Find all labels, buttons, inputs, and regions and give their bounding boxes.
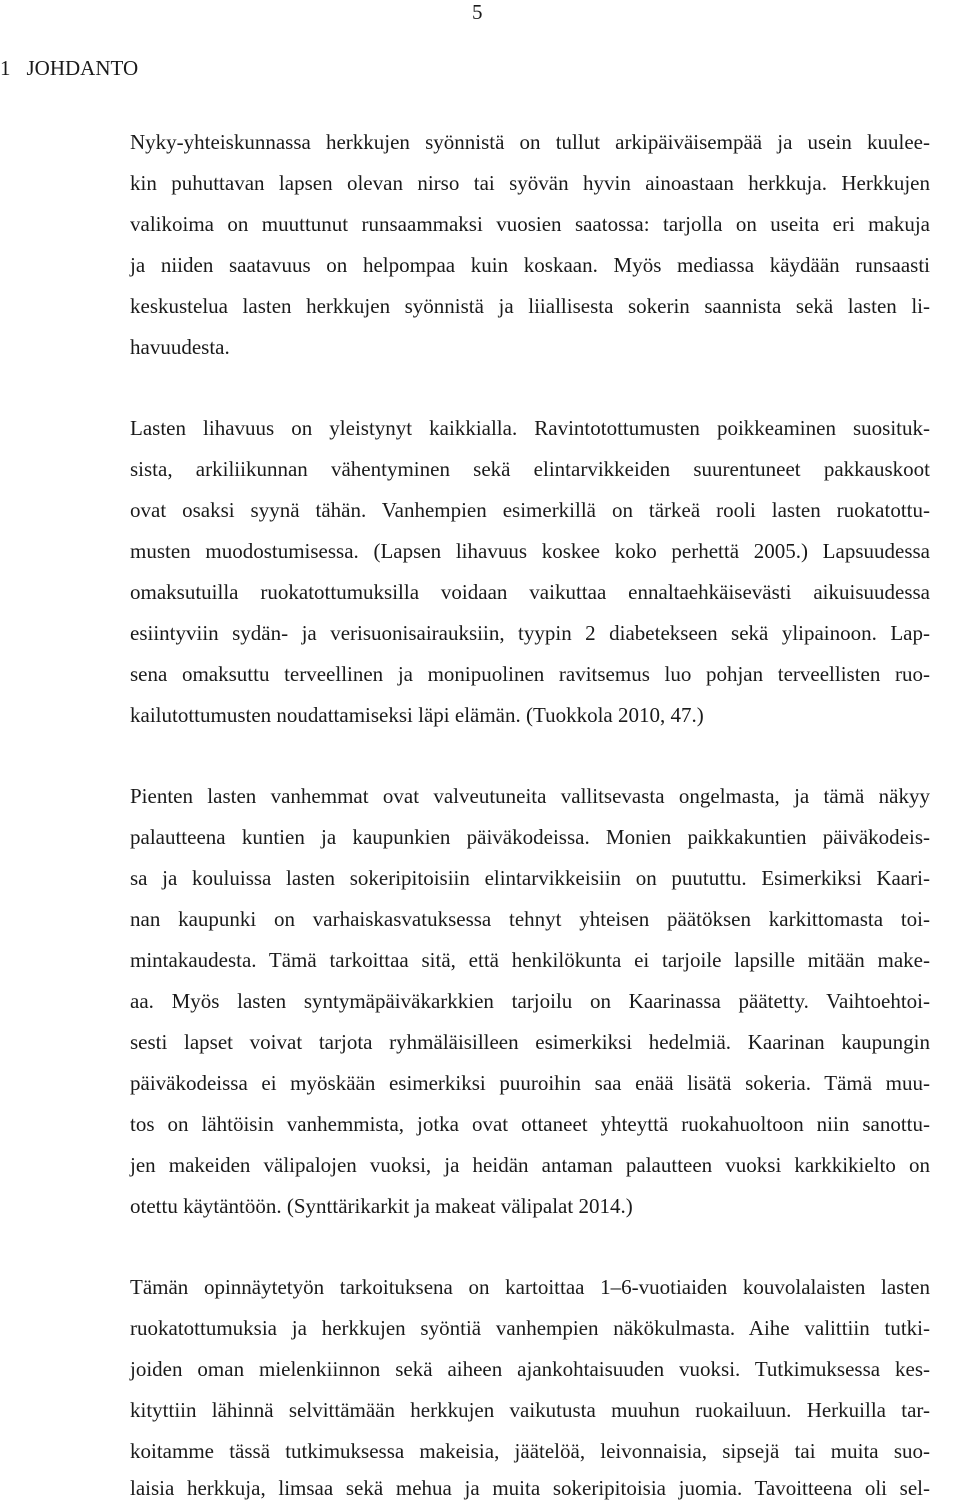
- page-number: 5: [472, 0, 483, 24]
- text-line: sena omaksuttu terveellinen ja monipuolinen ravitsemus luo pohjan terveellisten ruo-: [130, 662, 930, 686]
- text-line: palautteena kuntien ja kaupunkien päiväkodeissa. Monien paikkakuntien päiväkodeis-: [130, 825, 930, 849]
- text-line: omaksutuilla ruokatottumuksilla voidaan vaikuttaa ennaltaehkäisevästi aikuisuudessa: [130, 580, 930, 604]
- text-line: keskustelua lasten herkkujen syönnistä ja liiallisesta sokerin saannista sekä lasten li-: [130, 294, 930, 318]
- text-line: havuudesta.: [130, 335, 230, 359]
- text-line: koitamme tässä tutkimuksessa makeisia, jäätelöä, leivonnaisia, sipsejä tai muita suo-: [130, 1439, 930, 1463]
- heading-number: 1: [0, 56, 11, 80]
- text-line: Lasten lihavuus on yleistynyt kaikkialla. Ravintotottumusten poikkeaminen suosituk-: [130, 416, 930, 440]
- text-line: esiintyviin sydän- ja verisuonisairauksiin, tyypin 2 diabetekseen sekä ylipainoon. Lap-: [130, 621, 930, 645]
- text-line: tos on lähtöisin vanhemmista, jotka ovat ottaneet yhteyttä ruokahuoltoon niin sanottu-: [130, 1112, 930, 1136]
- text-line: kailutottumusten noudattamiseksi läpi elämän. (Tuokkola 2010, 47.): [130, 703, 704, 727]
- text-line: nan kaupunki on varhaiskasvatuksessa tehnyt yhteisen päätöksen karkittomasta toi-: [130, 907, 930, 931]
- text-line: Pienten lasten vanhemmat ovat valveutuneita vallitsevasta ongelmasta, ja tämä näkyy: [130, 784, 930, 808]
- text-line: päiväkodeissa ei myöskään esimerkiksi puuroihin saa enää lisätä sokeria. Tämä muu-: [130, 1071, 930, 1095]
- text-line: sista, arkiliikunnan vähentyminen sekä elintarvikkeiden suurentuneet pakkauskoot: [130, 457, 930, 481]
- section-heading: [0, 48, 138, 88]
- text-line: aa. Myös lasten syntymäpäiväkarkkien tarjoilu on Kaarinassa päätetty. Vaihtoehtoi-: [130, 989, 930, 1013]
- text-line: kityttiin lähinnä selvittämään herkkujen vaikutusta muuhun ruokailuun. Herkuilla tar-: [130, 1398, 930, 1422]
- text-line: ovat osaksi syynä tähän. Vanhempien esimerkillä on tärkeä rooli lasten ruokatottu-: [130, 498, 930, 522]
- text-line: sesti lapset voivat tarjota ryhmäläisilleen esimerkiksi hedelmiä. Kaarinan kaupungin: [130, 1030, 930, 1054]
- text-line: sa ja kouluissa lasten sokeripitoisiin elintarvikkeisiin on puututtu. Esimerkiksi Kaari-: [130, 866, 930, 890]
- text-line: jen makeiden välipalojen vuoksi, ja heidän antaman palautteen vuoksi karkkikielto on: [130, 1153, 930, 1177]
- text-line: Nyky-yhteiskunnassa herkkujen syönnistä on tullut arkipäiväisempää ja usein kuulee-: [130, 130, 930, 154]
- text-line: valikoima on muuttunut runsaammaksi vuosien saatossa: tarjolla on useita eri makuja: [130, 212, 930, 236]
- text-line: ja niiden saatavuus on helpompaa kuin koskaan. Myös mediassa käydään runsaasti: [130, 253, 930, 277]
- text-line: laisia herkkuja, limsaa sekä mehua ja muita sokeripitoisia juomia. Tavoitteena oli sel-: [130, 1476, 930, 1500]
- text-line: otettu käytäntöön. (Synttärikarkit ja makeat välipalat 2014.): [130, 1194, 633, 1218]
- text-line: ruokatottumuksia ja herkkujen syöntiä vanhempien näkökulmasta. Aihe valittiin tutki-: [130, 1316, 930, 1340]
- text-line: mintakaudesta. Tämä tarkoittaa sitä, että henkilökunta ei tarjoile lapsille mitään make-: [130, 948, 930, 972]
- text-line: joiden oman mielenkiinnon sekä aiheen ajankohtaisuuden vuoksi. Tutkimuksessa kes-: [130, 1357, 930, 1381]
- text-line: Tämän opinnäytetyön tarkoituksena on kartoittaa 1–6-vuotiaiden kouvolalaisten lasten: [130, 1275, 930, 1299]
- text-line: musten muodostumisessa. (Lapsen lihavuus koskee koko perhettä 2005.) Lapsuudessa: [130, 539, 930, 563]
- heading-title: JOHDANTO: [26, 56, 139, 80]
- text-line: kin puhuttavan lapsen olevan nirso tai syövän hyvin ainoastaan herkkuja. Herkkujen: [130, 171, 930, 195]
